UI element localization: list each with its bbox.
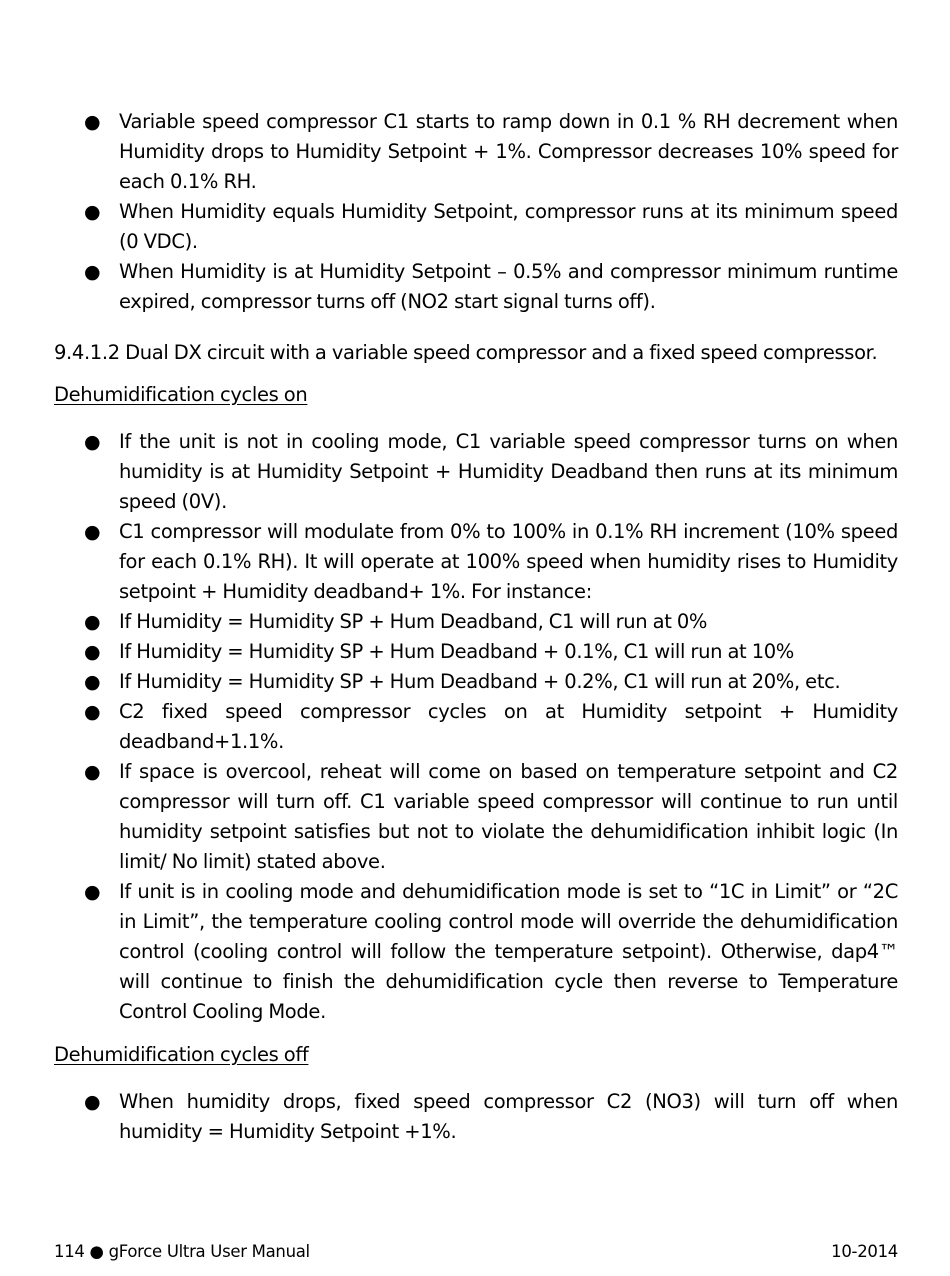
- bullet-icon: ●: [84, 521, 101, 543]
- subheading-cycles-off: Dehumidification cycles off: [54, 1043, 309, 1066]
- list-item-text: When humidity drops, fixed speed compressor C2 (NO3) will turn off when humidity = Humidity Setpoint +1%.: [119, 1090, 898, 1143]
- list-item-text: If space is overcool, reheat will come on based on temperature setpoint and C2 compressor will turn off. C1 variable speed compressor will continue to run until humidity setpoint satisfies but not to violate the dehumidification inhibit logic (In limit/ No limit) stated above.: [119, 760, 898, 873]
- bullet-list-cycles-off: [54, 1087, 898, 1147]
- list-item-text: Variable speed compressor C1 starts to ramp down in 0.1 % RH decrement when Humidity drops to Humidity Setpoint + 1%. Compressor decreases 10% speed for each 0.1% RH.: [119, 110, 898, 193]
- bullet-icon: ●: [84, 641, 101, 663]
- list-item-text: When Humidity is at Humidity Setpoint – 0.5% and compressor minimum runtime expired, compressor turns off (NO2 start signal turns off).: [119, 260, 898, 313]
- bullet-list-ramp-down: [54, 107, 898, 317]
- list-item: [54, 517, 898, 607]
- list-item-text: If Humidity = Humidity SP + Hum Deadband + 0.1%, C1 will run at 10%: [119, 640, 794, 663]
- footer-page-label: 114 ● gForce Ultra User Manual: [54, 1242, 310, 1261]
- list-item-text: If Humidity = Humidity SP + Hum Deadband, C1 will run at 0%: [119, 610, 708, 633]
- list-item: [54, 637, 898, 667]
- list-item: [54, 877, 898, 1027]
- bullet-icon: ●: [84, 881, 101, 903]
- list-item: [54, 607, 898, 637]
- list-item: [54, 667, 898, 697]
- list-item: [54, 697, 898, 757]
- list-item: [54, 1087, 898, 1147]
- bullet-icon: ●: [84, 761, 101, 783]
- bullet-icon: ●: [84, 201, 101, 223]
- list-item: [54, 107, 898, 197]
- bullet-icon: ●: [84, 111, 101, 133]
- bullet-list-cycles-on: [54, 427, 898, 1027]
- list-item: [54, 757, 898, 877]
- list-item-text: If the unit is not in cooling mode, C1 variable speed compressor turns on when humidity is at Humidity Setpoint + Humidity Deadband then runs at its minimum speed (0V).: [119, 430, 898, 513]
- list-item: [54, 197, 898, 257]
- subheading-cycles-on: Dehumidification cycles on: [54, 383, 308, 406]
- bullet-icon: ●: [84, 701, 101, 723]
- bullet-icon: ●: [84, 1091, 101, 1113]
- bullet-icon: ●: [84, 431, 101, 453]
- list-item-text: C2 fixed speed compressor cycles on at Humidity setpoint + Humidity deadband+1.1%.: [119, 700, 898, 753]
- list-item: [54, 257, 898, 317]
- list-item-text: When Humidity equals Humidity Setpoint, compressor runs at its minimum speed (0 VDC).: [119, 200, 898, 253]
- list-item: [54, 427, 898, 517]
- bullet-icon: ●: [84, 261, 101, 283]
- list-item-text: If Humidity = Humidity SP + Hum Deadband + 0.2%, C1 will run at 20%, etc.: [119, 670, 841, 693]
- list-item-text: C1 compressor will modulate from 0% to 100% in 0.1% RH increment (10% speed for each 0.1% RH). It will operate at 100% speed when humidity rises to Humidity setpoint + Humidity deadband+ 1%. For instance:: [119, 520, 898, 603]
- bullet-icon: ●: [84, 671, 101, 693]
- list-item-text: If unit is in cooling mode and dehumidification mode is set to “1C in Limit” or “2C in Limit”, the temperature cooling control mode will override the dehumidification control (cooling control will follow the temperature setpoint). Otherwise, dap4™ will continue to finish the dehumidification cycle then reverse to Temperature Control Cooling Mode.: [119, 880, 898, 1023]
- footer-date: 10-2014: [831, 1242, 898, 1261]
- bullet-icon: ●: [84, 611, 101, 633]
- section-heading: 9.4.1.2 Dual DX circuit with a variable speed compressor and a fixed speed compressor.: [54, 341, 878, 364]
